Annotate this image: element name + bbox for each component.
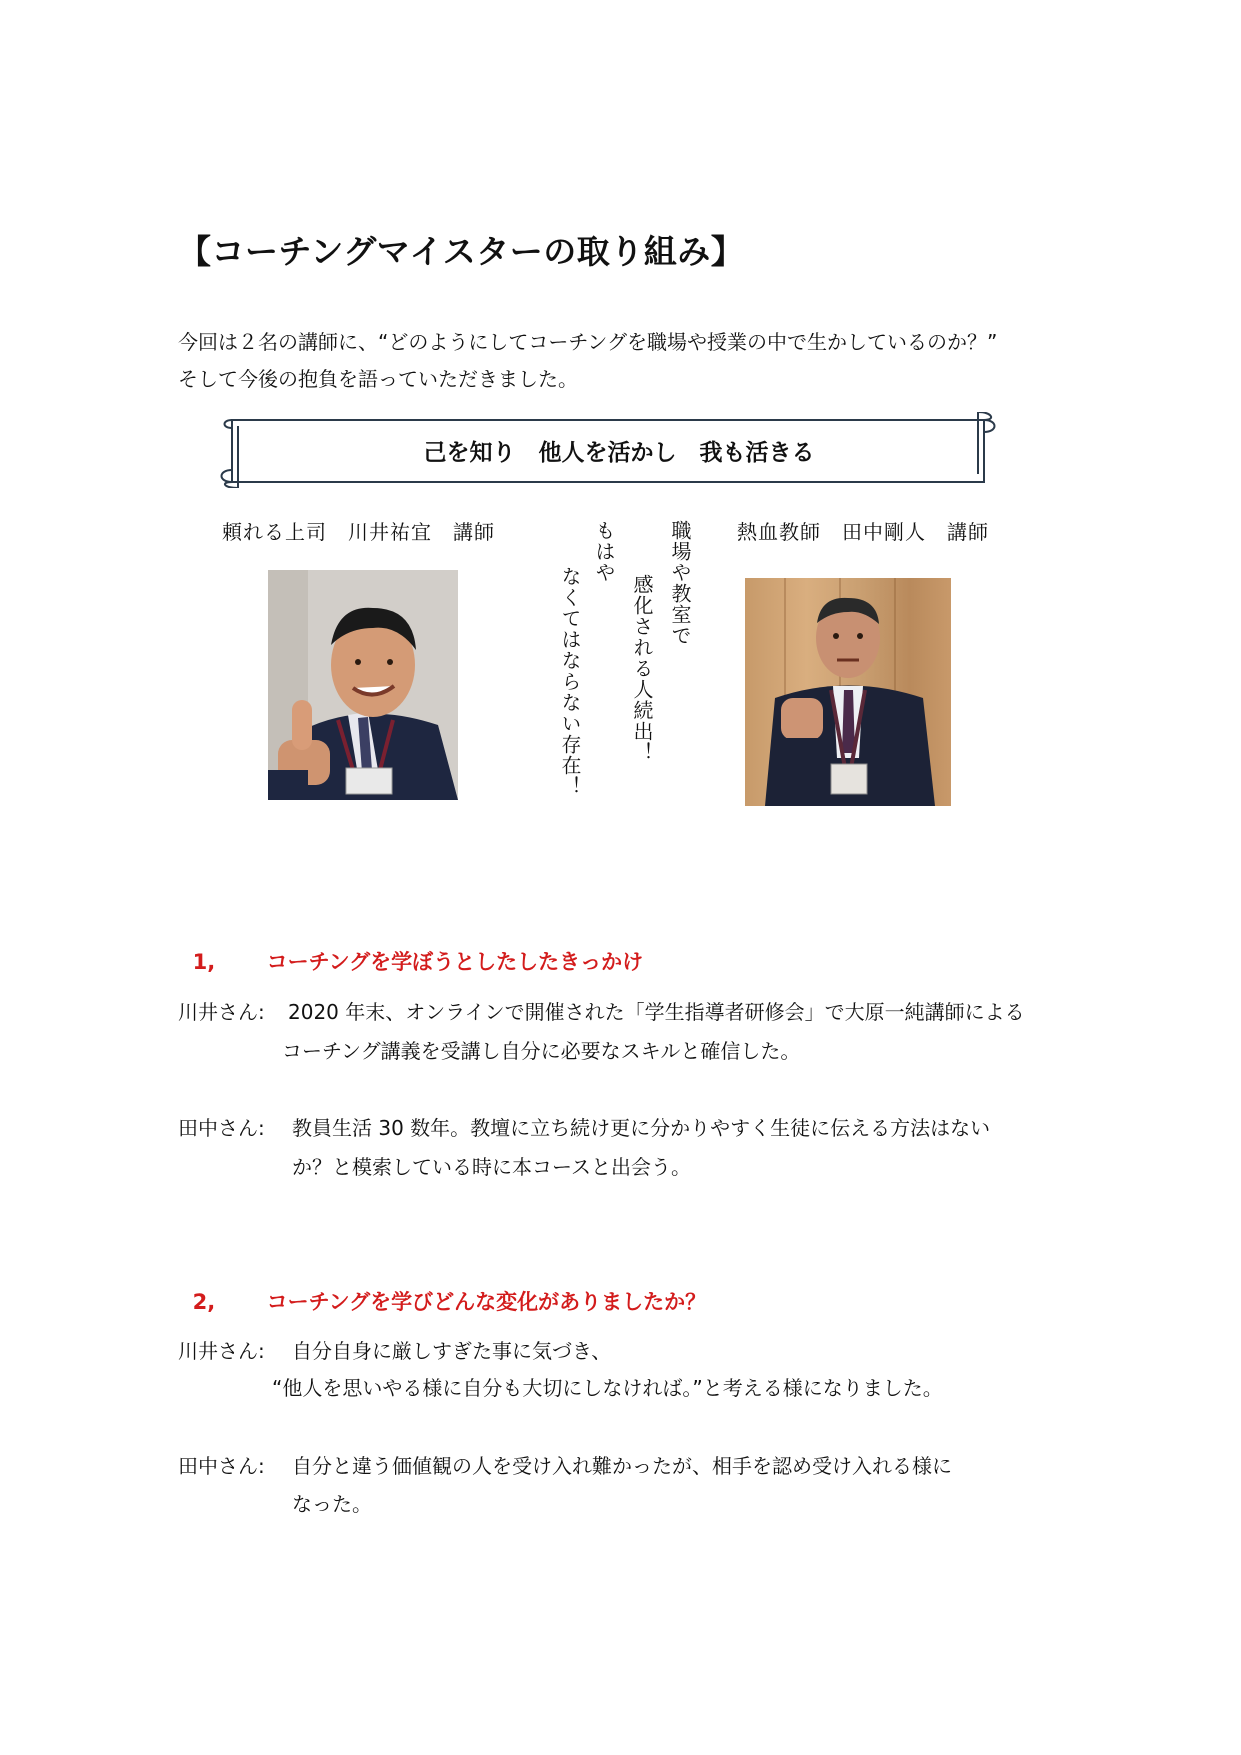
answer-line: 教員生活 30 数年。教壇に立ち続け更に分かりやすく生徒に伝える方法はない (292, 1116, 991, 1140)
section-number: 1, (192, 950, 216, 974)
answer-name: 田中さん: (178, 1116, 265, 1140)
answer-name: 田中さん: (178, 1454, 265, 1478)
vertical-text-1: 職場や教室で (668, 520, 692, 646)
section-title: コーチングを学びどんな変化がありましたか？ (266, 1290, 707, 1314)
answer-line: コーチング講義を受講し自分に必要なスキルと確信した。 (282, 1039, 801, 1063)
answer-line: “他人を思いやる様に自分も大切にしなければ。”と考える様になりました。 (272, 1376, 943, 1400)
answer-name: 川井さん: (178, 1339, 265, 1363)
intro-line-1: 今回は２名の講師に、“どのようにしてコーチングを職場や授業の中で生かしているのか？” (178, 330, 998, 354)
page-title: 【コーチングマイスターの取り組み】 (178, 232, 745, 271)
section-2-heading (178, 1262, 706, 1316)
answer-line: か？と模索している時に本コースと出会う。 (292, 1155, 691, 1179)
instructor-caption-left: 頼れる上司 川井祐宜 講師 (222, 520, 495, 544)
answer-name: 川井さん: (178, 1000, 265, 1024)
portrait-thumbs-up-icon (268, 570, 458, 800)
vertical-text-4: なくてはならない存在！ (558, 566, 582, 797)
instructor-photo-left (268, 570, 458, 800)
answer-line: 自分自身に厳しすぎた事に気づき、 (292, 1339, 612, 1363)
scroll-banner (218, 412, 1000, 488)
intro-line-2: そして今後の抱負を語っていただきました。 (178, 367, 578, 391)
answer-line: なった。 (292, 1492, 372, 1516)
section-title: コーチングを学ぼうとしたしたきっかけ (266, 950, 644, 974)
answer-line: 2020 年末、オンラインで開催された「学生指導者研修会」で大原一純講師による (288, 1000, 1025, 1024)
answer-line: 自分と違う価値観の人を受け入れ難かったが、相手を認め受け入れる様に (292, 1454, 952, 1478)
section-1-heading (178, 922, 643, 976)
vertical-text-3: もはや (592, 520, 616, 583)
vertical-text-2: 感化される人続出！ (630, 574, 654, 763)
instructor-photo-right (745, 578, 951, 806)
section-number: 2, (192, 1290, 216, 1314)
portrait-fist-icon (745, 578, 951, 806)
banner-text: 己を知り 他人を活かし 我も活きる (423, 439, 815, 466)
instructor-caption-right: 熱血教師 田中剛人 講師 (737, 520, 989, 544)
